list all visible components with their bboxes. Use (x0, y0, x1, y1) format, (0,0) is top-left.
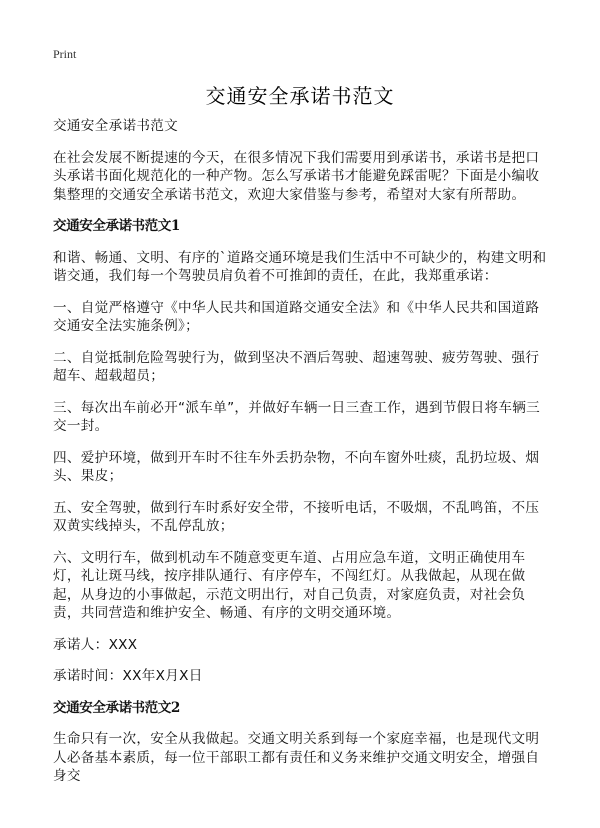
intro-paragraph: 在社会发展不断提速的今天，在很多情况下我们需要用到承诺书，承诺书是把口头承诺书面化规范化的一种产物。怎么写承诺书才能避免踩雷呢？下面是小编收集整理的交通安全承诺书范文，欢迎大家借鉴与参考，希望对大家有所帮助。 (53, 149, 540, 203)
document-subtitle: 交通安全承诺书范文 (53, 118, 179, 134)
document-title: 交通安全承诺书范文 (205, 84, 395, 108)
print-link[interactable]: Print (53, 47, 77, 61)
pledge-item-4: 四、爱护环境，做到开车时不往车外丢扔杂物，不向车窗外吐痰，乱扔垃圾、烟头、果皮； (53, 449, 540, 484)
paragraph: 和谐、畅通、文明、有序的`道路交通环境是我们生活中不可缺少的，构建文明和谐交通，我们每一个驾驶员肩负着不可推卸的责任，在此，我郑重承诺： (53, 249, 547, 284)
section-heading-1: 交通安全承诺书范文1 (53, 218, 180, 234)
pledge-item-3: 三、每次出车前必开“派车单”，并做好车辆一日三查工作，遇到节假日将车辆三交一封。 (53, 399, 541, 434)
pledge-item-6: 六、文明行车，做到机动车不随意变更车道、占用应急车道，文明正确使用车灯，礼让斑马线，按序排队通行、有序停车，不闯红灯。从我做起，从现在做起，从身边的小事做起，示范文明出行，对自己负责，对家庭负责，对社会负责，共同营造和维护安全、畅通、有序的文明交通环境。 (53, 549, 526, 621)
section-heading-2: 交通安全承诺书范文2 (53, 699, 180, 716)
pledge-date: 承诺时间：XX年X月X日 (53, 668, 203, 684)
pledger-name: 承诺人：XXX (53, 636, 138, 653)
pledge-item-5: 五、安全驾驶，做到行车时系好安全带，不接听电话，不吸烟，不乱鸣笛，不压双黄实线掉头，不乱停乱放； (53, 499, 540, 534)
pledge-item-1: 一、自觉严格遵守《中华人民共和国道路交通安全法》和《中华人民共和国道路交通安全法实施条例》； (53, 299, 540, 334)
document-body (53, 117, 553, 799)
paragraph: 生命只有一次，安全从我做起。交通文明关系到每一个家庭幸福，也是现代文明人必备基本素质，每一位干部职工都有责任和义务来维护交通文明安全，增强自身交 (53, 731, 540, 784)
pledge-item-2: 二、自觉抵制危险驾驶行为，做到坚决不酒后驾驶、超速驾驶、疲劳驾驶、强行超车、超载超员； (53, 349, 540, 384)
